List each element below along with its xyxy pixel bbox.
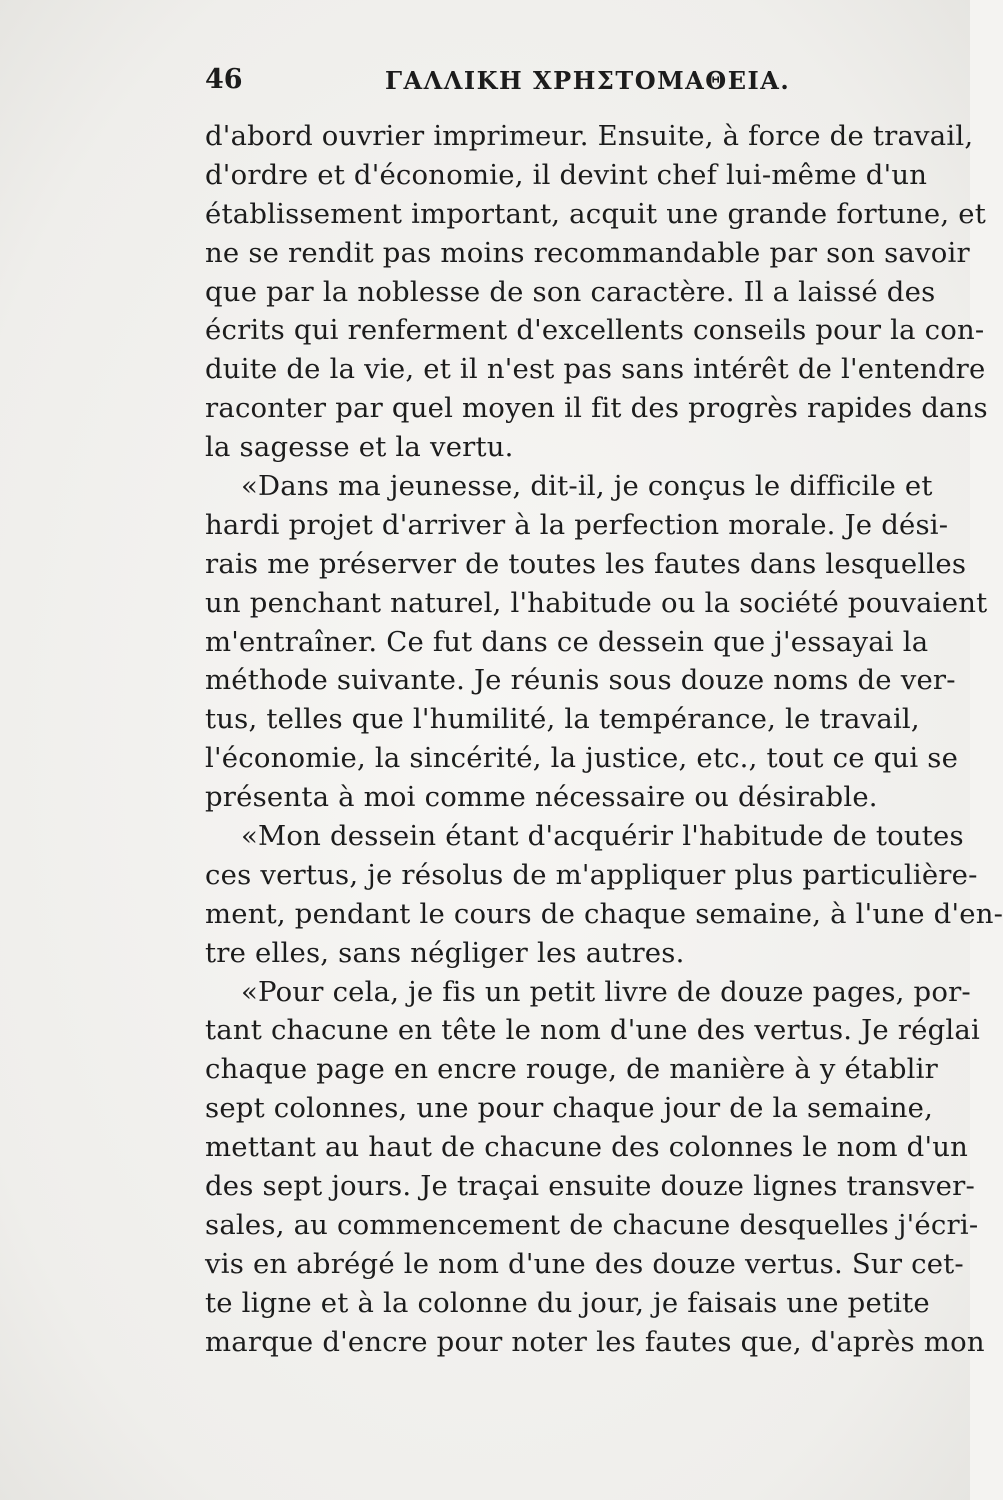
- body-text: [205, 117, 1003, 1362]
- page-header: [205, 58, 905, 98]
- text-line: d'abord ouvrier imprimeur. Ensuite, à force de travail,: [205, 120, 974, 152]
- text-line: établissement important, acquit une grande fortune, et: [205, 197, 986, 230]
- text-line: ment, pendant le cours de chaque semaine, à l'une d'en-: [205, 897, 1003, 930]
- text-line: «Dans ma jeunesse, dit-il, je conçus le difficile et: [241, 470, 933, 503]
- text-line: que par la noblesse de son caractère. Il a laissé des: [205, 275, 936, 308]
- text-line: un penchant naturel, l'habitude ou la société pouvaient: [205, 586, 988, 619]
- text-line: «Pour cela, je fis un petit livre de douze pages, por-: [241, 975, 971, 1008]
- text-line: marque d'encre pour noter les fautes que, d'après mon: [205, 1325, 985, 1358]
- text-line: l'économie, la sincérité, la justice, etc., tout ce qui se: [205, 742, 959, 775]
- text-line: tant chacune en tête le nom d'une des vertus. Je réglai: [205, 1014, 981, 1047]
- text-line: mettant au haut de chacune des colonnes le nom d'un: [205, 1131, 969, 1164]
- text-line: raconter par quel moyen il fit des progrès rapides dans: [205, 392, 988, 425]
- text-line: te ligne et à la colonne du jour, je faisais une petite: [205, 1286, 930, 1319]
- text-line: hardi projet d'arriver à la perfection morale. Je dési-: [205, 508, 949, 541]
- text-line: duite de la vie, et il n'est pas sans intérêt de l'entendre: [205, 353, 986, 386]
- running-head: ΓΑΛΛΙΚΗ ΧΡΗΣΤΟΜΑΘΕΙΑ.: [385, 66, 791, 95]
- text-line: d'ordre et d'économie, il devint chef lui-même d'un: [205, 158, 928, 191]
- text-line: ne se rendit pas moins recommandable par son savoir: [205, 236, 970, 269]
- text-line: tus, telles que l'humilité, la tempérance, le travail,: [205, 703, 920, 736]
- text-line: présenta à moi comme nécessaire ou désirable.: [205, 781, 878, 814]
- text-line: la sagesse et la vertu.: [205, 431, 514, 464]
- text-line: rais me préserver de toutes les fautes dans lesquelles: [205, 547, 967, 580]
- text-line: sales, au commencement de chacune desquelles j'écri-: [205, 1208, 979, 1241]
- text-line: «Mon dessein étant d'acquérir l'habitude de toutes: [241, 820, 964, 853]
- text-line: ces vertus, je résolus de m'appliquer plus particulière-: [205, 858, 978, 891]
- text-line: sept colonnes, une pour chaque jour de la semaine,: [205, 1092, 934, 1125]
- text-line: des sept jours. Je traçai ensuite douze lignes transver-: [205, 1170, 975, 1203]
- text-line: écrits qui renferment d'excellents conseils pour la con-: [205, 314, 985, 347]
- text-line: m'entraîner. Ce fut dans ce dessein que j'essayai la: [205, 625, 929, 658]
- text-line: chaque page en encre rouge, de manière à y établir: [205, 1053, 939, 1086]
- text-line: tre elles, sans négliger les autres.: [205, 936, 685, 969]
- text-line: vis en abrégé le nom d'une des douze vertus. Sur cet-: [205, 1247, 964, 1280]
- page-number: 46: [205, 64, 243, 95]
- text-line: méthode suivante. Je réunis sous douze noms de ver-: [205, 664, 956, 697]
